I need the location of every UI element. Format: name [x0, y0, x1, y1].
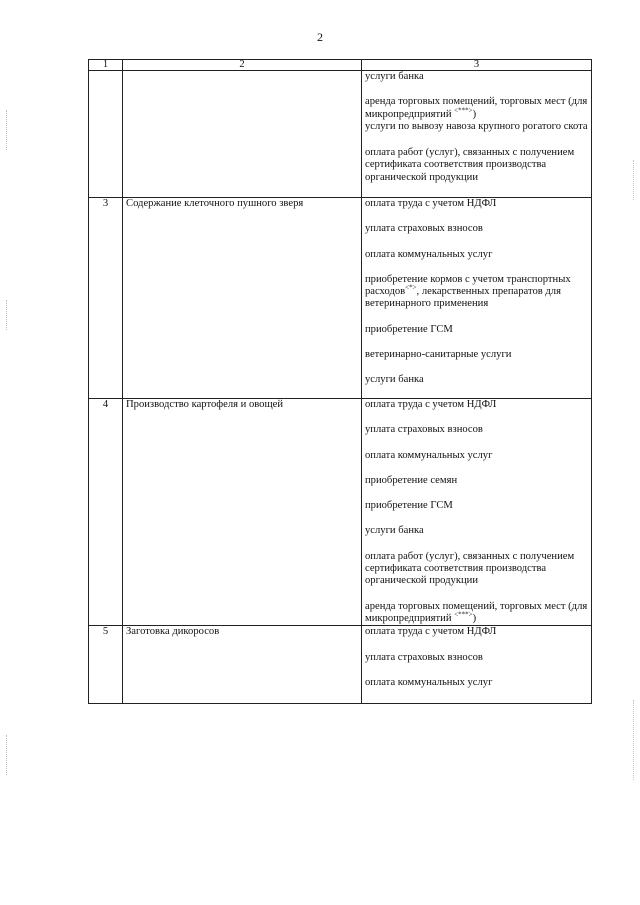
expense-item: приобретение семян — [365, 474, 458, 486]
row-number: 3 — [89, 198, 123, 399]
expense-list — [362, 399, 592, 626]
scan-margin-mark — [633, 700, 635, 780]
expense-item: уплата страховых взносов — [365, 424, 483, 436]
footnote-marker: <*> — [405, 283, 417, 292]
column-header: 3 — [362, 60, 592, 71]
activity-name: Содержание клеточного пушного зверя — [123, 198, 362, 399]
expense-item-text: аренда торговых помещений, торговых мест (для микропредприятий <***>) услуги по вывозу навоза крупного рогатого скота — [365, 96, 588, 132]
expense-item: оплата труда с учетом НДФЛ — [365, 198, 497, 209]
footnote-marker: <***> — [454, 610, 473, 619]
expense-list — [362, 626, 592, 704]
expense-item: оплата труда с учетом НДФЛ — [365, 626, 497, 638]
activity-name: Производство картофеля и овощей — [123, 399, 362, 626]
expense-list — [362, 71, 592, 198]
expense-item-text: аренда торговых помещений, торговых мест (для микропредприятий <***>) — [365, 600, 588, 624]
expense-item: услуги банка — [365, 71, 424, 82]
row-number: 5 — [89, 626, 123, 704]
expense-item: приобретение ГСМ — [365, 323, 453, 335]
column-header: 1 — [89, 60, 123, 71]
table-row — [89, 626, 592, 704]
expense-item — [365, 274, 588, 311]
expense-item: оплата коммунальных услуг — [365, 449, 493, 461]
table-row — [89, 71, 592, 198]
expense-item: оплата коммунальных услуг — [365, 676, 493, 688]
expense-item: оплата труда с учетом НДФЛ — [365, 399, 497, 410]
activity-name: Заготовка дикоросов — [123, 626, 362, 704]
row-number: 4 — [89, 399, 123, 626]
expense-item: услуги банка — [365, 374, 424, 386]
expense-item — [365, 96, 588, 133]
table-row — [89, 198, 592, 399]
expense-item: уплата страховых взносов — [365, 651, 483, 663]
table-header-row — [89, 60, 592, 71]
footnote-marker: <***> — [454, 106, 473, 115]
expense-item: оплата работ (услуг), связанных с получением сертификата соответствия производства органической продукции — [365, 550, 575, 587]
row-number — [89, 71, 123, 198]
page-number: 2 — [317, 30, 323, 44]
table-row — [89, 399, 592, 626]
expense-item-text: приобретение кормов с учетом транспортных расходов<*>, лекарственных препаратов для ветеринарного применения — [365, 273, 571, 310]
expense-item: оплата работ (услуг), связанных с получением сертификата соответствия производства органической продукции — [365, 147, 575, 183]
scan-margin-mark — [633, 160, 635, 200]
column-header: 2 — [123, 60, 362, 71]
scan-margin-mark — [6, 300, 8, 330]
expense-item — [365, 601, 588, 626]
scan-margin-mark — [6, 735, 8, 775]
expense-item: приобретение ГСМ — [365, 500, 453, 512]
activity-name — [123, 71, 362, 198]
expense-item: оплата коммунальных услуг — [365, 248, 493, 260]
expense-item: уплата страховых взносов — [365, 223, 483, 235]
expense-table — [88, 59, 592, 704]
scan-margin-mark — [6, 110, 8, 150]
expense-item: услуги банка — [365, 525, 424, 537]
expense-list — [362, 198, 592, 399]
expense-item: ветеринарно-санитарные услуги — [365, 349, 512, 361]
